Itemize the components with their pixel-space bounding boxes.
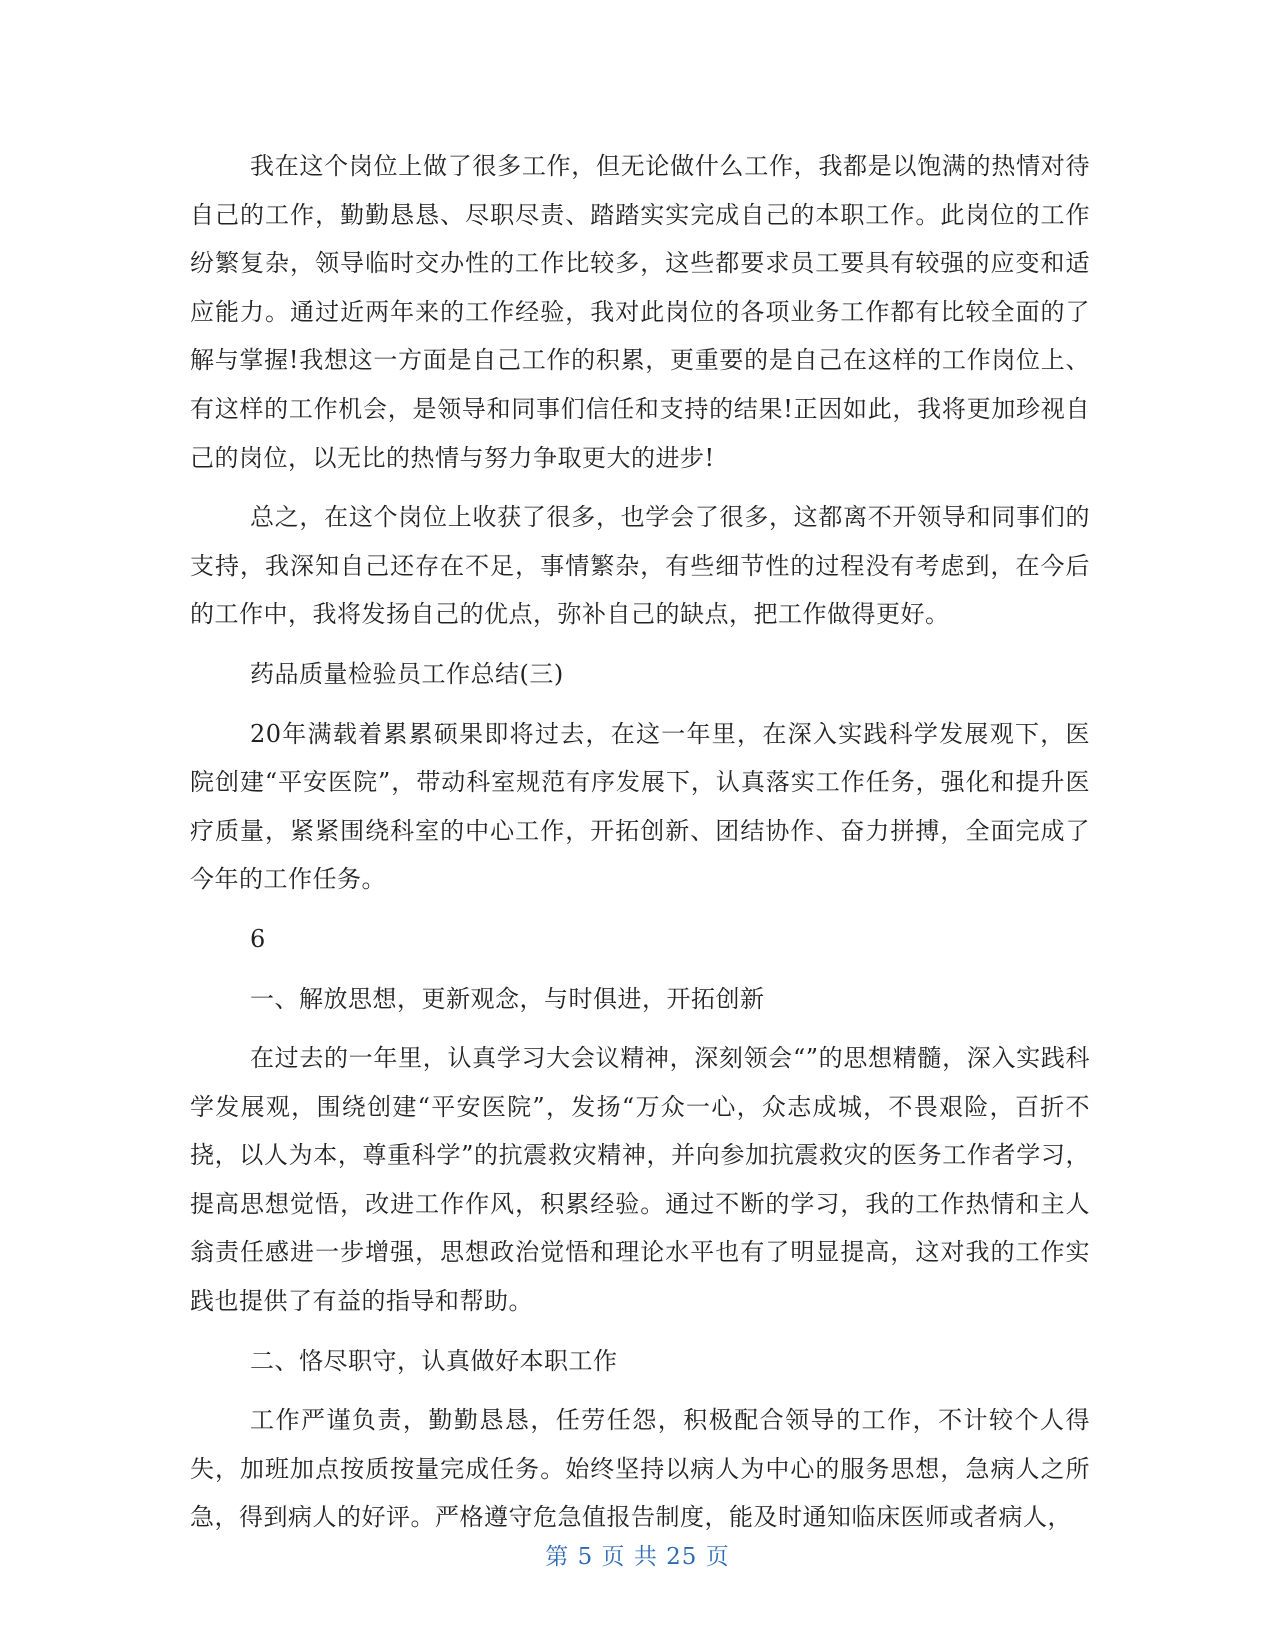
- paragraph-1: 我在这个岗位上做了很多工作，但无论做什么工作，我都是以饱满的热情对待自己的工作，勤勤恳恳、尽职尽责、踏踏实实完成自己的本职工作。此岗位的工作纷繁复杂，领导临时交办性的工作比较多，这些都要求员工要具有较强的应变和适应能力。通过近两年来的工作经验，我对此岗位的各项业务工作都有比较全面的了解与掌握!我想这一方面是自己工作的积累，更重要的是自己在这样的工作岗位上、有这样的工作机会，是领导和同事们信任和支持的结果!正因如此，我将更加珍视自己的岗位，以无比的热情与努力争取更大的进步!: [190, 152, 1090, 472]
- subheading-1: 一、解放思想，更新观念，与时俱进，开拓创新: [250, 984, 765, 1013]
- section-title: 药品质量检验员工作总结(三): [250, 659, 564, 688]
- document-body: [190, 142, 1090, 1542]
- paragraph-4: 在过去的一年里，认真学习大会议精神，深刻领会“”的思想精髓，深入实践科学发展观，围绕创建“平安医院”，发扬“万众一心，众志成城，不畏艰险，百折不挠，以人为本，尊重科学”的抗震救灾精神，并向参加抗震救灾的医务工作者学习，提高思想觉悟，改进工作作风，积累经验。通过不断的学习，我的工作热情和主人翁责任感进一步增强，思想政治觉悟和理论水平也有了明显提高，这对我的工作实践也提供了有益的指导和帮助。: [190, 1044, 1090, 1316]
- page-number-footer: 第 5 页 共 25 页: [545, 1544, 730, 1570]
- paragraph-5: 工作严谨负责，勤勤恳恳，任劳任怨，积极配合领导的工作，不计较个人得失，加班加点按质按量完成任务。始终坚持以病人为中心的服务思想，急病人之所急，得到病人的好评。严格遵守危急值报告制度，能及时通知临床医师或者病人，: [190, 1406, 1090, 1532]
- paragraph-2: 总之，在这个岗位上收获了很多，也学会了很多，这都离不开领导和同事们的支持，我深知自己还存在不足，事情繁杂，有些细节性的过程没有考虑到，在今后的工作中，我将发扬自己的优点，弥补自己的缺点，把工作做得更好。: [190, 503, 1090, 629]
- paragraph-number: 6: [250, 924, 266, 953]
- paragraph-3: 20年满载着累累硕果即将过去，在这一年里，在深入实践科学发展观下，医院创建“平安医院”，带动科室规范有序发展下，认真落实工作任务，强化和提升医疗质量，紧紧围绕科室的中心工作，开拓创新、团结协作、奋力拼搏，全面完成了今年的工作任务。: [190, 719, 1090, 894]
- subheading-2: 二、恪尽职守，认真做好本职工作: [250, 1346, 618, 1375]
